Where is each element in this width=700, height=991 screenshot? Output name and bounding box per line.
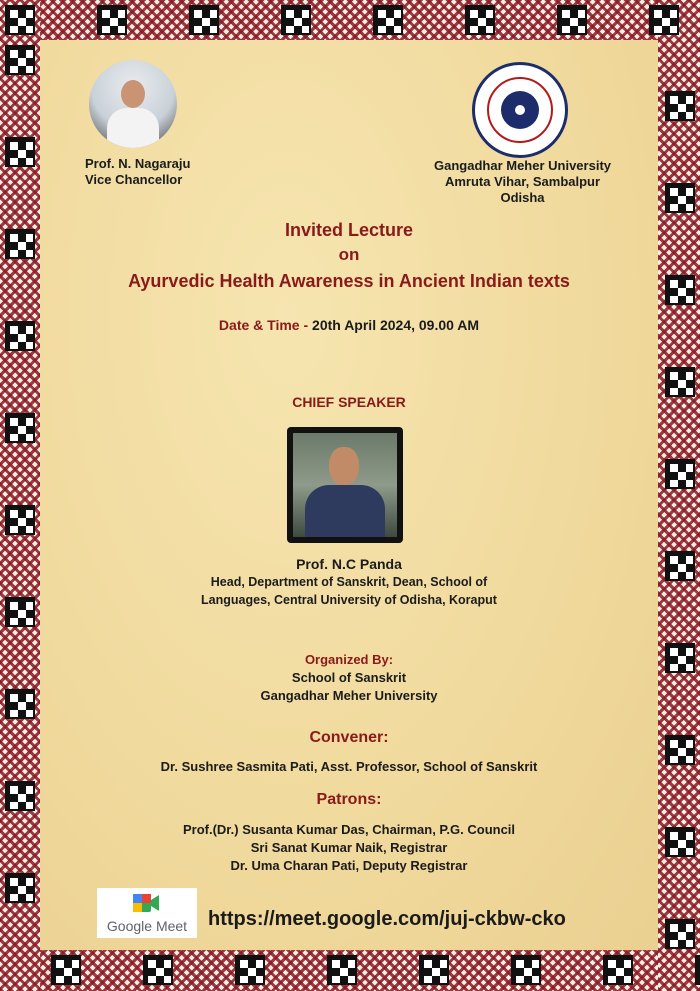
border-tile — [511, 955, 541, 985]
patron-item: Dr. Uma Charan Pati, Deputy Registrar — [230, 858, 468, 873]
border-tile — [97, 5, 127, 35]
organizer-university: Gangadhar Meher University — [260, 688, 438, 703]
border-tile — [649, 5, 679, 35]
border-tile — [5, 229, 35, 259]
speaker-name: Prof. N.C Panda — [296, 556, 402, 572]
google-meet-icon — [131, 892, 161, 914]
border-tile — [281, 5, 311, 35]
border-tile — [695, 955, 700, 985]
border-tile — [665, 827, 695, 857]
patron-item: Sri Sanat Kumar Naik, Registrar — [250, 840, 448, 855]
border-tile — [5, 689, 35, 719]
border-tile — [235, 955, 265, 985]
border-tile — [603, 955, 633, 985]
border-tile — [5, 505, 35, 535]
speaker-photo — [293, 433, 397, 537]
datetime-label: Date & Time - — [218, 317, 313, 333]
organizer-school: School of Sanskrit — [291, 670, 407, 685]
google-meet-badge — [97, 888, 197, 938]
border-tile — [5, 873, 35, 903]
border-tile — [5, 45, 35, 75]
organizer-label: Organized By: — [304, 652, 394, 667]
vc-title: Vice Chancellor — [85, 172, 183, 187]
speaker-photo-frame — [287, 427, 403, 543]
convener-name: Dr. Sushree Sasmita Pati, Asst. Professor, School of Sanskrit — [160, 759, 538, 774]
event-type: Invited Lecture — [284, 220, 414, 240]
border-tile — [5, 137, 35, 167]
speaker-affiliation-line1: Head, Department of Sanskrit, Dean, School of — [210, 575, 488, 589]
border-tile — [327, 955, 357, 985]
border-tile — [665, 183, 695, 213]
border-tile — [665, 735, 695, 765]
university-name: Gangadhar Meher University — [434, 158, 611, 173]
border-tile — [5, 781, 35, 811]
vc-photo-head — [121, 80, 145, 108]
border-tile — [465, 5, 495, 35]
vc-photo — [89, 60, 177, 148]
vc-name: Prof. N. Nagaraju — [85, 156, 191, 171]
border-tile — [5, 321, 35, 351]
border-tile — [665, 551, 695, 581]
patron-item: Prof.(Dr.) Susanta Kumar Das, Chairman, P.G. Council — [182, 822, 516, 837]
border-tile — [373, 5, 403, 35]
border-tile — [419, 955, 449, 985]
event-on: on — [338, 245, 360, 264]
university-address: Amruta Vihar, Sambalpur — [444, 174, 601, 189]
patrons-label: Patrons: — [316, 791, 382, 808]
meeting-link[interactable]: https://meet.google.com/juj-ckbw-cko — [208, 908, 566, 930]
chief-speaker-label: CHIEF SPEAKER — [292, 394, 406, 410]
border-tile — [665, 275, 695, 305]
border-tile — [665, 459, 695, 489]
university-seal-icon — [472, 62, 568, 158]
border-tile — [5, 413, 35, 443]
speaker-affiliation-line2: Languages, Central University of Odisha, Koraput — [201, 593, 497, 607]
university-state: Odisha — [500, 190, 545, 205]
google-meet-label: Google Meet — [106, 918, 188, 934]
border-tile — [5, 597, 35, 627]
border-tile — [51, 955, 81, 985]
datetime-value: 20th April 2024, 09.00 AM — [312, 317, 480, 333]
border-tile — [665, 367, 695, 397]
convener-label: Convener: — [309, 729, 389, 746]
border-tile — [665, 91, 695, 121]
border-tile — [143, 955, 173, 985]
border-tile — [189, 5, 219, 35]
event-title: Ayurvedic Health Awareness in Ancient Indian texts — [128, 271, 570, 291]
border-tile — [665, 919, 695, 949]
border-tile — [665, 643, 695, 673]
vc-photo-body — [107, 108, 159, 148]
border-tile — [5, 5, 35, 35]
event-datetime — [40, 316, 658, 334]
border-tile — [557, 5, 587, 35]
